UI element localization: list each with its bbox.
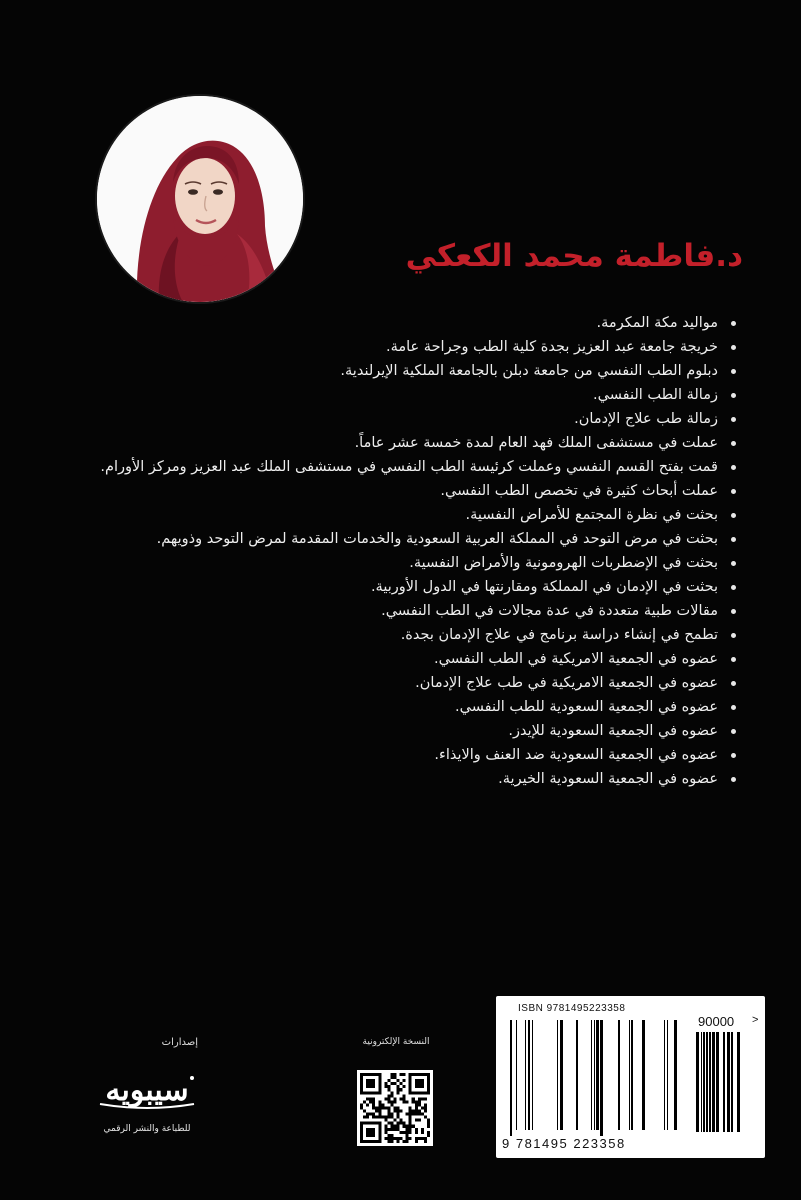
bio-item: بحثت في الإدمان في المملكة ومقارنتها في الدول الأوربية. bbox=[56, 575, 736, 599]
bullet-icon bbox=[731, 657, 736, 662]
publisher-logo-text: سيبويه bbox=[105, 1073, 189, 1108]
isbn-label: ISBN 9781495223358 bbox=[518, 1003, 626, 1014]
bio-item: عضوه في الجمعية السعودية ضد العنف والايذاء. bbox=[56, 743, 736, 767]
bullet-icon bbox=[731, 513, 736, 518]
qr-code bbox=[357, 1070, 433, 1146]
bio-item: عضوه في الجمعية السعودية الخيرية. bbox=[56, 767, 736, 791]
bio-item: بحثت في الإضطربات الهرومونية والأمراض النفسية. bbox=[56, 551, 736, 575]
bullet-icon bbox=[731, 777, 736, 782]
barcode-bars bbox=[510, 1020, 750, 1136]
publisher-tagline: للطباعة والنشر الرقمي bbox=[103, 1124, 191, 1134]
bio-item: عضوه في الجمعية السعودية للإيدز. bbox=[56, 719, 736, 743]
bullet-icon bbox=[731, 681, 736, 686]
bio-item: عضوه في الجمعية الامريكية في الطب النفسي. bbox=[56, 647, 736, 671]
bullet-icon bbox=[731, 537, 736, 542]
bullet-icon bbox=[731, 489, 736, 494]
bullet-icon bbox=[731, 345, 736, 350]
author-photo bbox=[97, 96, 303, 302]
bullet-icon bbox=[731, 585, 736, 590]
bullet-icon bbox=[731, 753, 736, 758]
bullet-icon bbox=[731, 369, 736, 374]
publisher-logo bbox=[82, 1058, 212, 1122]
bullet-icon bbox=[731, 417, 736, 422]
bio-item: مقالات طبية متعددة في عدة مجالات في الطب النفسي. bbox=[56, 599, 736, 623]
bio-item: قمت بفتح القسم النفسي وعملت كرئيسة الطب النفسي في مستشفى الملك عبد العزيز ومركز الأورام. bbox=[56, 455, 736, 479]
bullet-icon bbox=[731, 393, 736, 398]
bullet-icon bbox=[731, 465, 736, 470]
author-bio-list bbox=[56, 311, 736, 791]
bullet-icon bbox=[731, 729, 736, 734]
bullet-icon bbox=[731, 609, 736, 614]
isbn-barcode bbox=[496, 996, 765, 1158]
bullet-icon bbox=[731, 633, 736, 638]
bullet-icon bbox=[731, 561, 736, 566]
qr-label: النسخة الإلكترونية bbox=[362, 1037, 430, 1047]
price-arrow: > bbox=[752, 1014, 759, 1026]
bullet-icon bbox=[731, 441, 736, 446]
bio-item: عملت في مستشفى الملك فهد العام لمدة خمسة عشر عاماً. bbox=[56, 431, 736, 455]
bio-item: مواليد مكة المكرمة. bbox=[56, 311, 736, 335]
publisher-label: إصدارات bbox=[161, 1037, 198, 1048]
price-code: 90000 bbox=[698, 1014, 735, 1029]
bio-item: تطمح في إنشاء دراسة برنامج في علاج الإدمان بجدة. bbox=[56, 623, 736, 647]
bio-item: دبلوم الطب النفسي من جامعة دبلن بالجامعة الملكية الإيرلندية. bbox=[56, 359, 736, 383]
bullet-icon bbox=[731, 705, 736, 710]
bio-item: عملت أبحاث كثيرة في تخصص الطب النفسي. bbox=[56, 479, 736, 503]
bio-item: عضوه في الجمعية السعودية للطب النفسي. bbox=[56, 695, 736, 719]
bio-item: عضوه في الجمعية الامريكية في طب علاج الإدمان. bbox=[56, 671, 736, 695]
bullet-icon bbox=[731, 321, 736, 326]
bio-item: بحثت في نظرة المجتمع للأمراض النفسية. bbox=[56, 503, 736, 527]
isbn-digits: 9 781495 223358 bbox=[502, 1136, 626, 1151]
bio-item: بحثت في مرض التوحد في المملكة العربية السعودية والخدمات المقدمة لمرض التوحد وذويهم. bbox=[56, 527, 736, 551]
bio-item: خريجة جامعة عبد العزيز بجدة كلية الطب وجراحة عامة. bbox=[56, 335, 736, 359]
author-name: د.فاطمة محمد الكعكي bbox=[405, 238, 743, 274]
bio-item: زمالة الطب النفسي. bbox=[56, 383, 736, 407]
bio-item: زمالة طب علاج الإدمان. bbox=[56, 407, 736, 431]
